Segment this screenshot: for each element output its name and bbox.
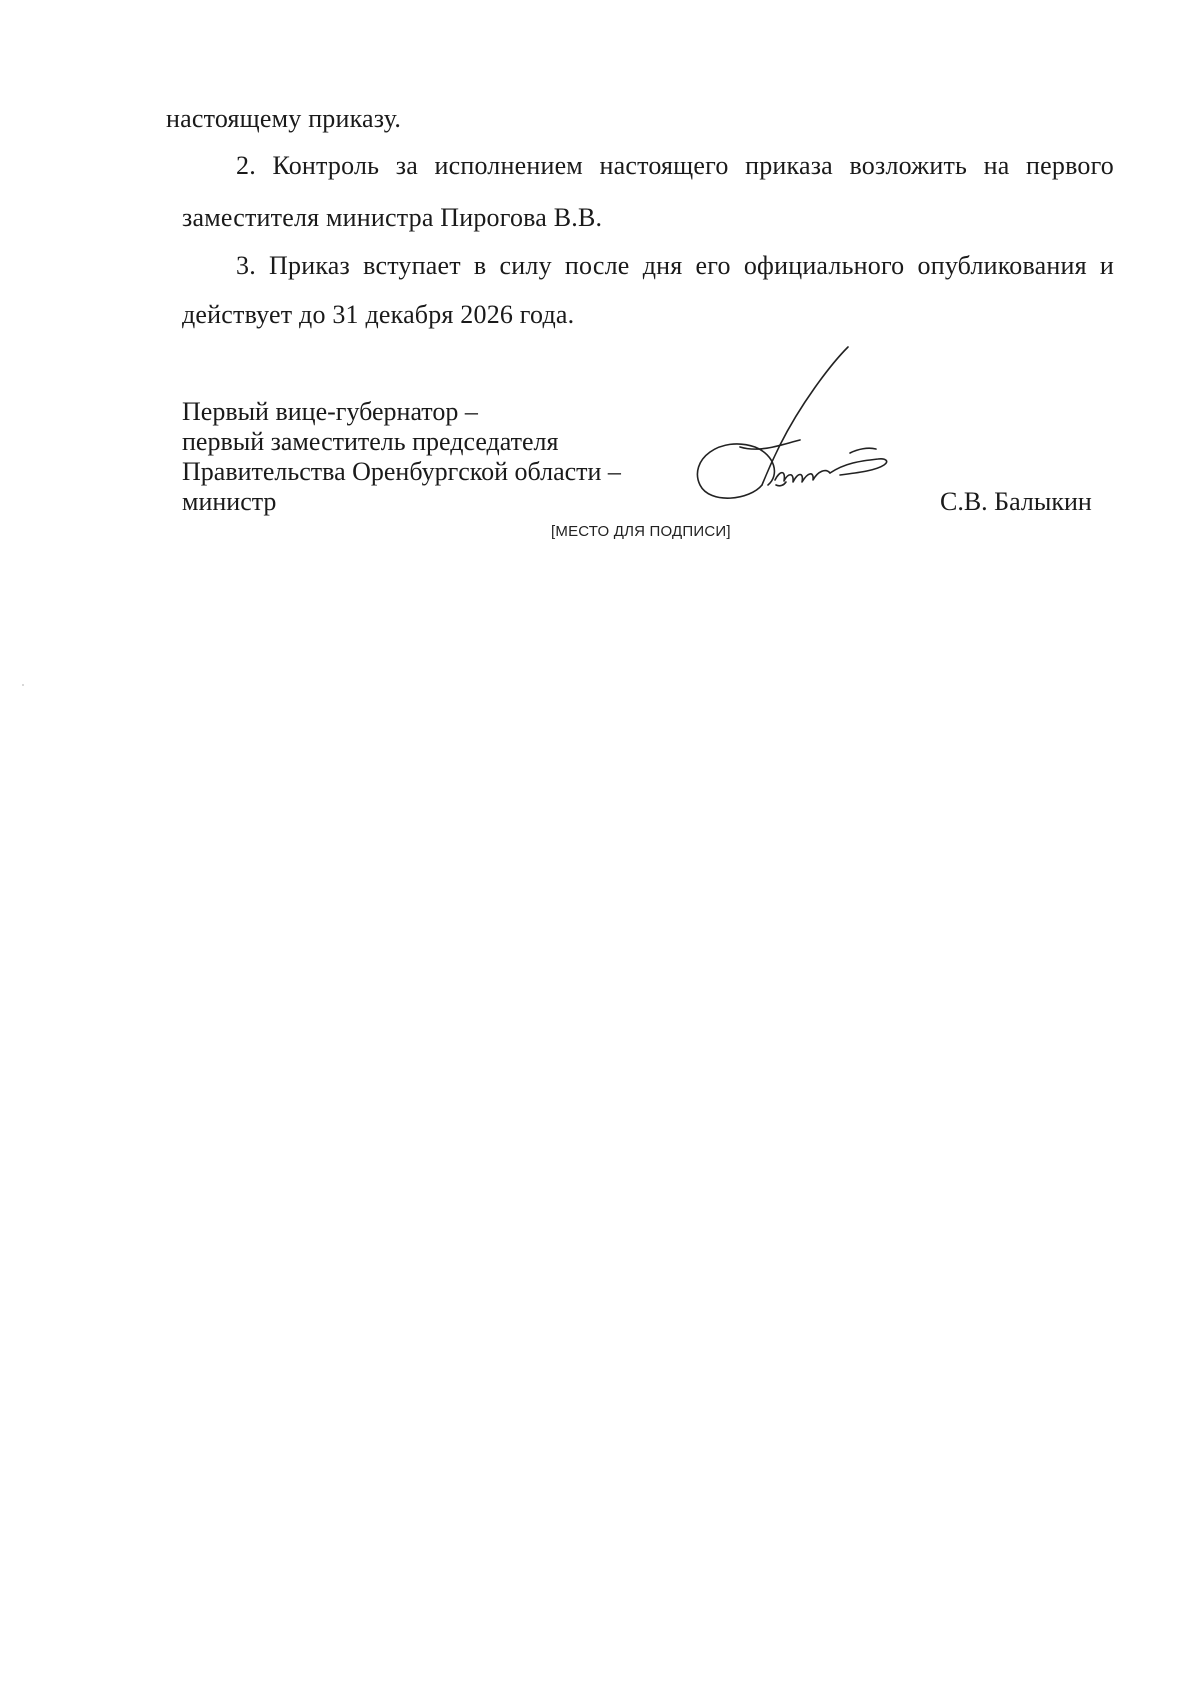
body-text-line: 2. Контроль за исполнением настоящего приказа возложить на первого [236, 151, 1114, 180]
position-line: Первый вице-губернатор – [182, 397, 478, 426]
body-text-line: настоящему приказу. [166, 104, 402, 133]
scan-speck [22, 684, 24, 686]
position-line: министр [182, 487, 277, 516]
body-text-line: заместителя министра Пирогова В.В. [182, 203, 603, 232]
position-line: Правительства Оренбургской области – [182, 457, 621, 486]
position-line: первый заместитель председателя [182, 427, 559, 456]
signature-placeholder: [МЕСТО ДЛЯ ПОДПИСИ] [551, 523, 731, 540]
body-text-line: действует до 31 декабря 2026 года. [182, 300, 575, 329]
signer-name: С.В. Балыкин [940, 487, 1092, 516]
body-text-line: 3. Приказ вступает в силу после дня его официального опубликования и [236, 251, 1114, 280]
handwritten-signature [680, 335, 910, 525]
signatory-position [182, 397, 621, 517]
